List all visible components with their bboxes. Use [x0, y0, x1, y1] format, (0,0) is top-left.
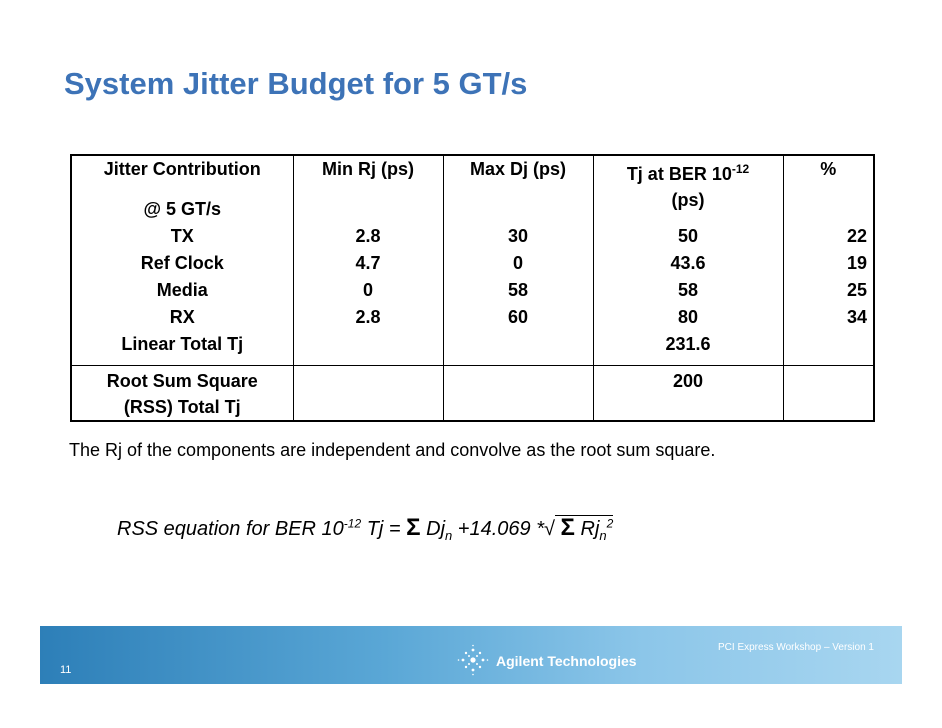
header-jitter-contribution: Jitter Contribution @ 5 GT/s [71, 155, 293, 223]
header-percent: % [783, 155, 874, 223]
table-row: Media 0 58 58 25 [71, 277, 874, 304]
agilent-logo-icon [457, 644, 489, 676]
header-min-rj: Min Rj (ps) [293, 155, 443, 223]
rss-total-row: Root Sum Square (RSS) Total Tj 200 [71, 365, 874, 421]
table-row: Ref Clock 4.7 0 43.6 19 [71, 250, 874, 277]
table-row: RX 2.8 60 80 34 [71, 304, 874, 331]
table-header-row [71, 155, 874, 223]
table-row: TX 2.8 30 50 22 [71, 223, 874, 250]
header-max-dj: Max Dj (ps) [443, 155, 593, 223]
jitter-budget-table [70, 154, 875, 422]
workshop-label: PCI Express Workshop – Version 1 [718, 642, 874, 653]
page-number: 11 [60, 664, 72, 676]
slide-title: System Jitter Budget for 5 GT/s [64, 66, 528, 101]
linear-total-row: Linear Total Tj 231.6 [71, 331, 874, 365]
sqrt-symbol: √ [544, 518, 555, 540]
header-tj-ber: Tj at BER $10^{-12}$ (ps) [593, 155, 783, 223]
rss-equation: RSS equation for BER $10^{-12}$ Tj = Σ $Dj_n +14.069$ *√ Σ $Rj_n^2$ [117, 514, 614, 543]
sigma-symbol-2: Σ [560, 514, 575, 541]
sigma-symbol: Σ [406, 514, 421, 541]
company-logo-text: Agilent Technologies [496, 653, 637, 669]
description-text: The Rj of the components are independent and convolve as the root sum square. [69, 440, 716, 460]
